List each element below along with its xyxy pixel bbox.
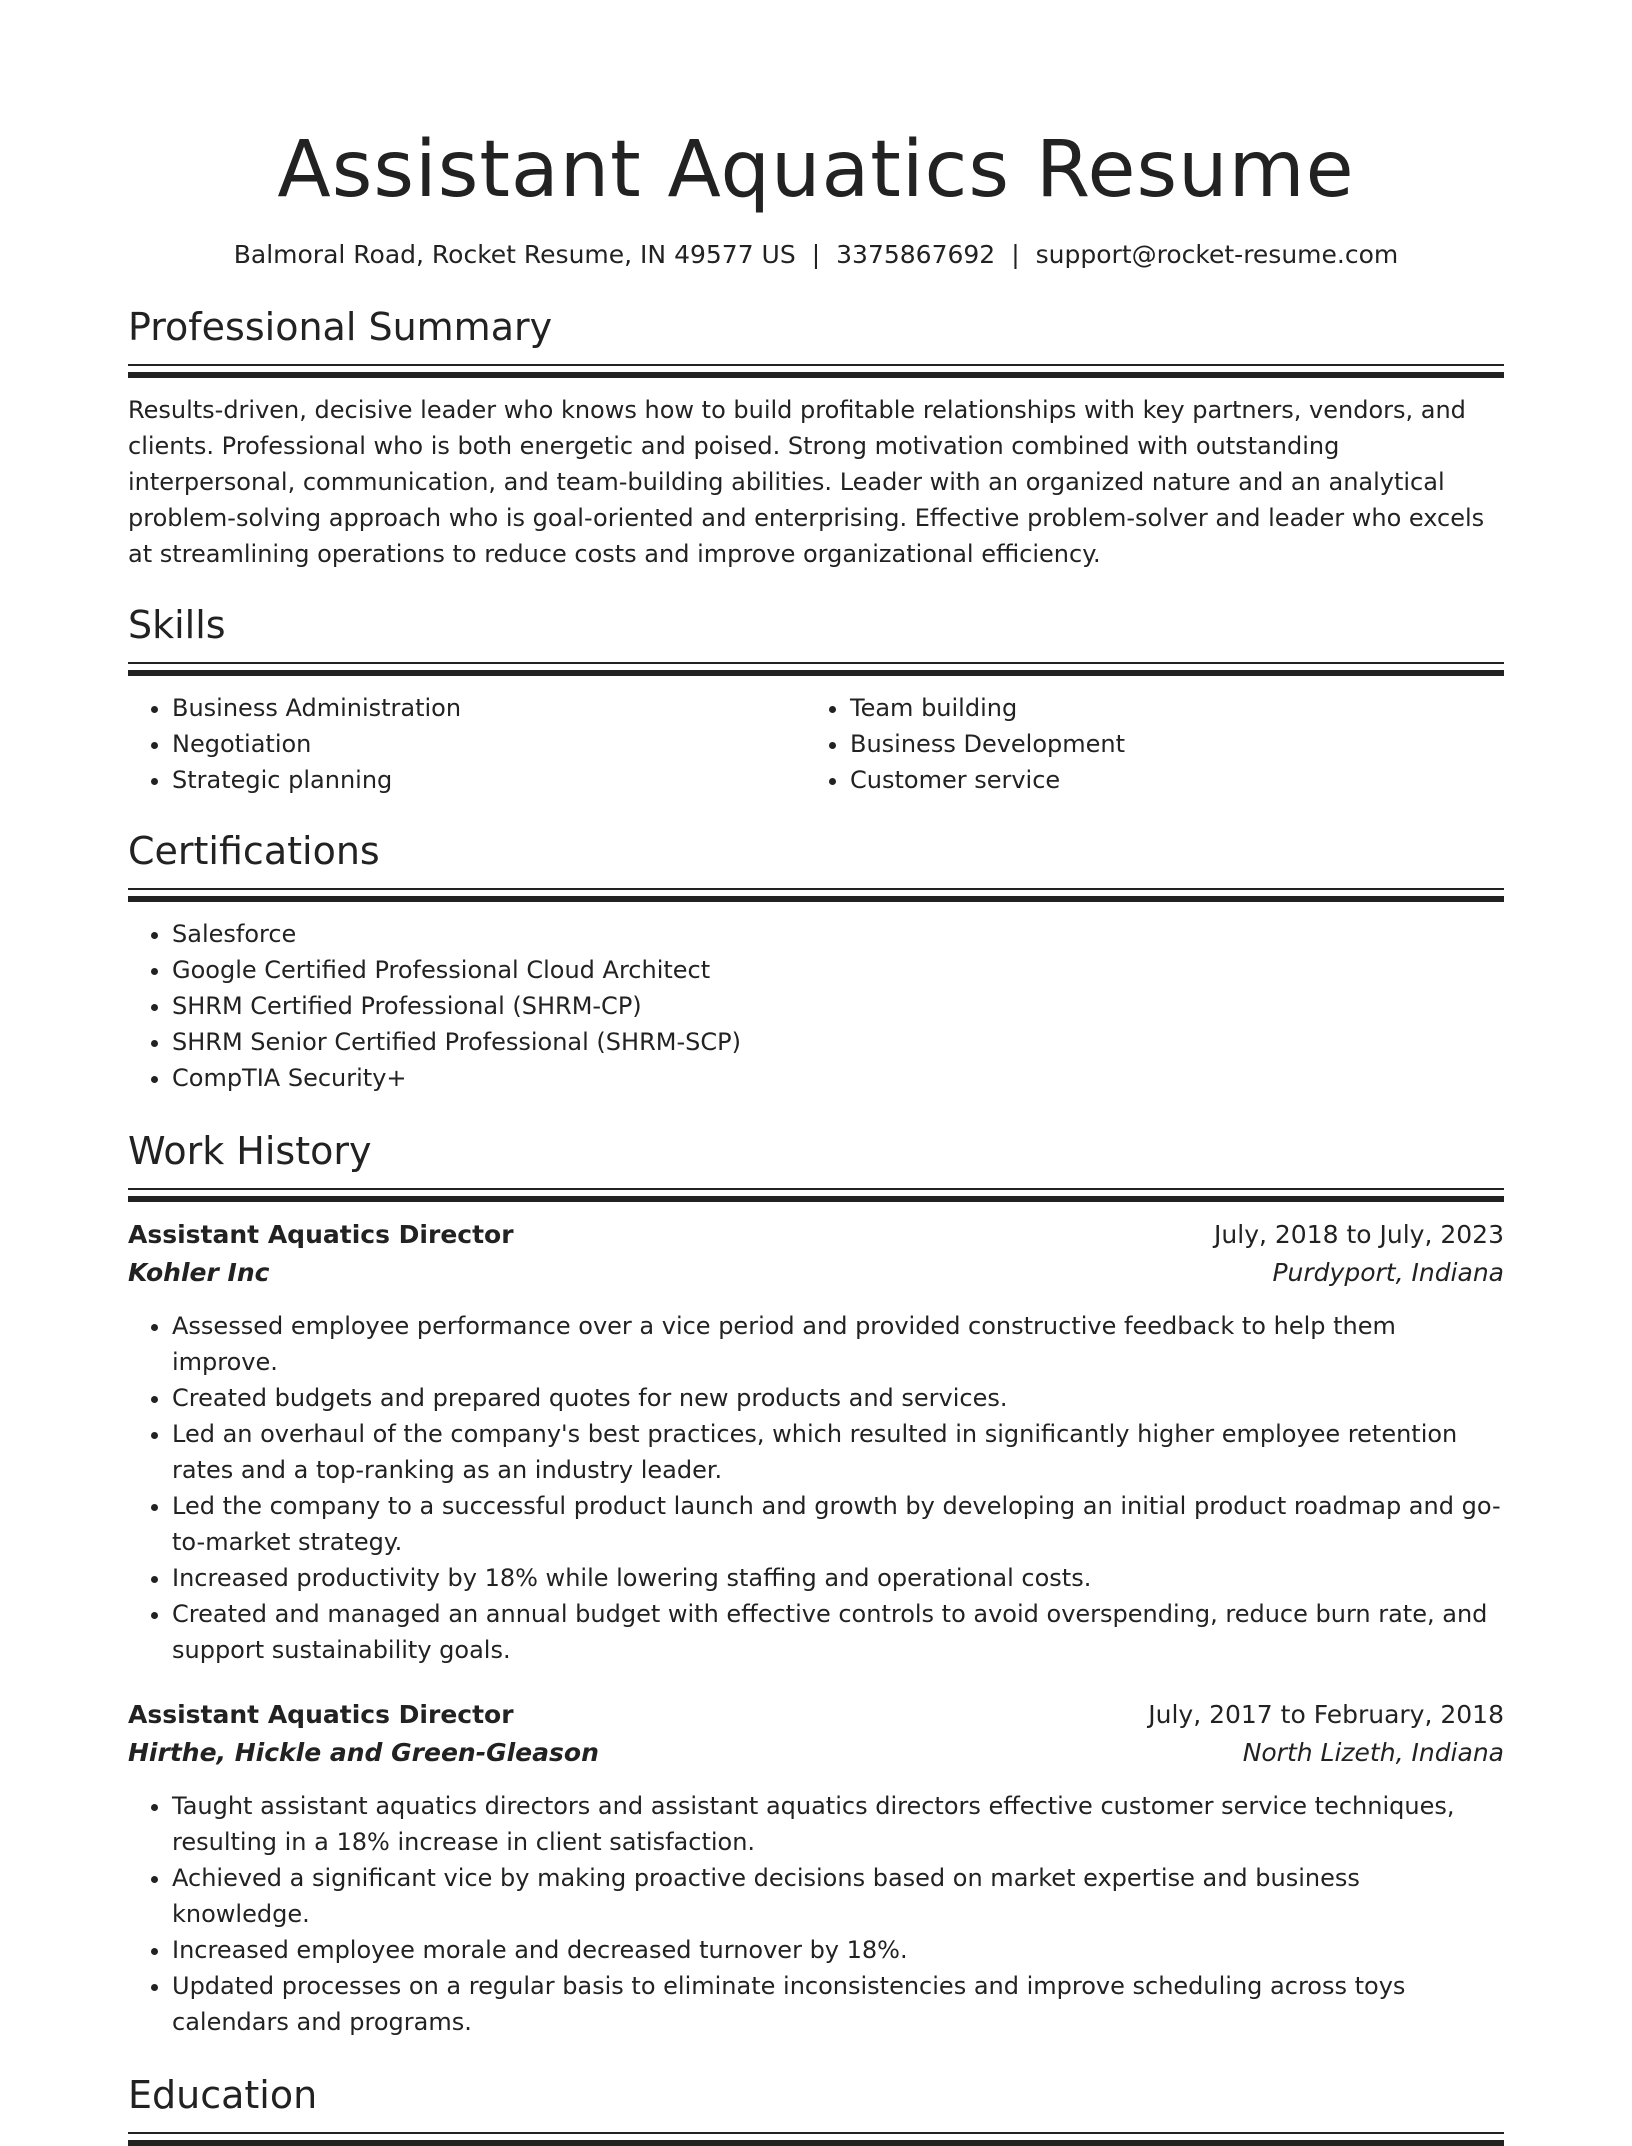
skill-item: • Business Administration [172, 690, 806, 726]
section-rule [128, 662, 1504, 676]
job-bullet: • Created and managed an annual budget with effective controls to avoid overspending, reduce burn rate, and support sustainability goals. [172, 1596, 1504, 1668]
job-company: Hirthe, Hickle and Green-Gleason [128, 1738, 599, 1767]
certifications-section [128, 826, 1504, 1096]
job-title: Assistant Aquatics Director [128, 1700, 514, 1729]
job-company: Kohler Inc [128, 1258, 270, 1287]
job-company-row [128, 1254, 1504, 1292]
job-bullet: • Created budgets and prepared quotes for new products and services. [172, 1380, 1504, 1416]
work-history-heading: Work History [128, 1129, 372, 1173]
contact-separator: | [1011, 240, 1020, 269]
skills-heading: Skills [128, 603, 226, 647]
job-dates: July, 2017 to February, 2018 [1148, 1700, 1504, 1729]
job-company-row [128, 1734, 1504, 1772]
section-rule [128, 364, 1504, 378]
job-dates: July, 2018 to July, 2023 [1214, 1220, 1504, 1249]
skills-section [128, 600, 1504, 798]
education-section [128, 2070, 1504, 2146]
skill-item: • Customer service [850, 762, 1484, 798]
section-rule [128, 2132, 1504, 2146]
job-header-row [128, 1216, 1504, 1254]
job-entry [128, 1216, 1504, 1668]
certification-item: • Salesforce [172, 916, 1504, 952]
skill-item: • Team building [850, 690, 1484, 726]
certification-item: • SHRM Senior Certified Professional (SHRM-SCP) [172, 1024, 1504, 1060]
skill-item: • Strategic planning [172, 762, 806, 798]
section-rule [128, 888, 1504, 902]
summary-heading: Professional Summary [128, 305, 553, 349]
job-bullets [128, 1308, 1504, 1668]
job-bullet: • Increased employee morale and decreased turnover by 18%. [172, 1932, 1504, 1968]
job-bullets [128, 1788, 1504, 2040]
job-bullet: • Led an overhaul of the company's best practices, which resulted in significantly higher employee retention rates and a top-ranking as an industry leader. [172, 1416, 1504, 1488]
contact-address: Balmoral Road, Rocket Resume, IN 49577 US [233, 240, 796, 269]
skills-list-right [806, 690, 1484, 798]
summary-section [128, 302, 1504, 572]
job-bullet: • Led the company to a successful product launch and growth by developing an initial product roadmap and go-to-market strategy. [172, 1488, 1504, 1560]
job-bullet: • Assessed employee performance over a vice period and provided constructive feedback to help them improve. [172, 1308, 1504, 1380]
skill-item: • Negotiation [172, 726, 806, 762]
resume-title: Assistant Aquatics Resume [277, 125, 1355, 215]
skills-grid [128, 690, 1504, 798]
job-location: Purdyport, Indiana [1272, 1258, 1504, 1287]
skills-list-left [128, 690, 806, 798]
certifications-list [128, 916, 1504, 1096]
contact-separator: | [811, 240, 821, 269]
contact-line [128, 238, 1504, 272]
job-bullet: • Increased productivity by 18% while lowering staffing and operational costs. [172, 1560, 1504, 1596]
job-header-row [128, 1696, 1504, 1734]
summary-text: Results-driven, decisive leader who knows how to build profitable relationships with key partners, vendors, and clients. Professional who is both energetic and poised. Strong motivation combined with outstanding interpersonal, communication, and team-building abilities. Leader with an organized nature and an analytical problem-solving approach who is goal-oriented and enterprising. Effective problem-solver and leader who excels at streamlining operations to reduce costs and improve organizational efficiency. [128, 396, 1485, 568]
certifications-heading: Certifications [128, 829, 380, 873]
job-entry [128, 1696, 1504, 2040]
section-rule [128, 1188, 1504, 1202]
certification-item: • SHRM Certified Professional (SHRM-CP) [172, 988, 1504, 1024]
skill-item: • Business Development [850, 726, 1484, 762]
job-bullet: • Taught assistant aquatics directors and assistant aquatics directors effective customer service techniques, resulting in a 18% increase in client satisfaction. [172, 1788, 1504, 1860]
work-history-section [128, 1126, 1504, 2040]
contact-phone: 3375867692 [836, 240, 996, 269]
job-location: North Lizeth, Indiana [1242, 1738, 1504, 1767]
contact-email: support@rocket-resume.com [1035, 240, 1399, 269]
education-heading: Education [128, 2073, 318, 2117]
certification-item: • CompTIA Security+ [172, 1060, 1504, 1096]
job-bullet: • Achieved a significant vice by making proactive decisions based on market expertise and business knowledge. [172, 1860, 1504, 1932]
job-title: Assistant Aquatics Director [128, 1220, 514, 1249]
job-bullet: • Updated processes on a regular basis to eliminate inconsistencies and improve scheduling across toys calendars and programs. [172, 1968, 1504, 2040]
certification-item: • Google Certified Professional Cloud Architect [172, 952, 1504, 988]
